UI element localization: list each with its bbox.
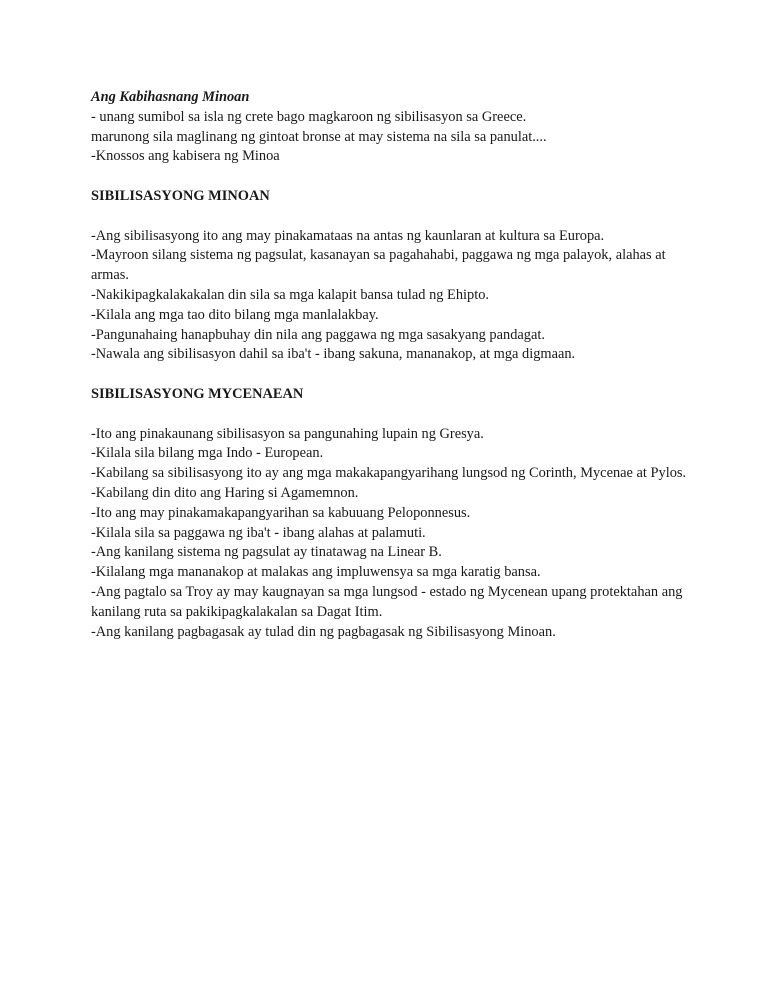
- minoan-line: -Ang sibilisasyong ito ang may pinakamataas na antas ng kaunlaran at kultura sa Europa.: [91, 227, 605, 244]
- intro-line: -Knossos ang kabisera ng Minoa: [91, 148, 280, 165]
- mycenaean-line: -Kabilang sa sibilisasyong ito ay ang mga makakapangyarihang lungsod ng Corinth, Mycenae at Pylos.: [91, 465, 687, 482]
- mycenaean-line: -Ito ang pinakaunang sibilisasyon sa pangunahing lupain ng Gresya.: [91, 425, 484, 442]
- mycenaean-line: -Kilala sila bilang mga Indo - European.: [91, 445, 324, 462]
- intro-line: marunong sila maglinang ng gintoat bronse at may sistema na sila sa panulat....: [91, 128, 547, 145]
- minoan-section: [91, 227, 691, 366]
- intro-section: [91, 88, 691, 167]
- minoan-line: -Kilala ang mga tao dito bilang mga manlalakbay.: [91, 306, 379, 323]
- paragraph-gap: [91, 365, 691, 385]
- mycenaean-section: [91, 425, 691, 643]
- minoan-line: -Nakikipagkalakakalan din sila sa mga kalapit bansa tulad ng Ehipto.: [91, 286, 490, 303]
- mycenaean-line: -Ito ang may pinakamakapangyarihan sa kabuuang Peloponnesus.: [91, 504, 471, 521]
- intro-line: - unang sumibol sa isla ng crete bago magkaroon ng sibilisasyon sa Greece.: [91, 108, 527, 125]
- mycenaean-heading: SIBILISASYONG MYCENAEAN: [91, 385, 304, 402]
- mycenaean-line: -Kilala sila sa paggawa ng iba't - ibang alahas at palamuti.: [91, 524, 426, 541]
- minoan-line: -Nawala ang sibilisasyon dahil sa iba't - ibang sakuna, mananakop, at mga digmaan.: [91, 346, 576, 363]
- mycenaean-line: -Ang kanilang sistema ng pagsulat ay tinatawag na Linear B.: [91, 544, 442, 561]
- mycenaean-line: -Ang kanilang pagbagasak ay tulad din ng pagbagasak ng Sibilisasyong Minoan.: [91, 623, 556, 640]
- minoan-line: -Pangunahaing hanapbuhay din nila ang paggawa ng mga sasakyang pandagat.: [91, 326, 545, 343]
- paragraph-gap: [91, 207, 691, 227]
- paragraph-gap: [91, 405, 691, 425]
- minoan-heading: SIBILISASYONG MINOAN: [91, 187, 270, 204]
- paragraph-gap: [91, 167, 691, 187]
- minoan-line: -Mayroon silang sistema ng pagsulat, kasanayan sa pagahahabi, paggawa ng mga palayok, alahas at armas.: [91, 247, 666, 284]
- document-page: [91, 88, 691, 642]
- intro-title: Ang Kabihasnang Minoan: [91, 89, 250, 105]
- mycenaean-line: -Ang pagtalo sa Troy ay may kaugnayan sa mga lungsod - estado ng Mycenean upang protektahan ang kanilang ruta sa pakikipagkalakalan sa Dagat Itim.: [91, 583, 683, 620]
- mycenaean-line: -Kilalang mga mananakop at malakas ang impluwensya sa mga karatig bansa.: [91, 564, 541, 581]
- mycenaean-line: -Kabilang din dito ang Haring si Agamemnon.: [91, 484, 359, 501]
